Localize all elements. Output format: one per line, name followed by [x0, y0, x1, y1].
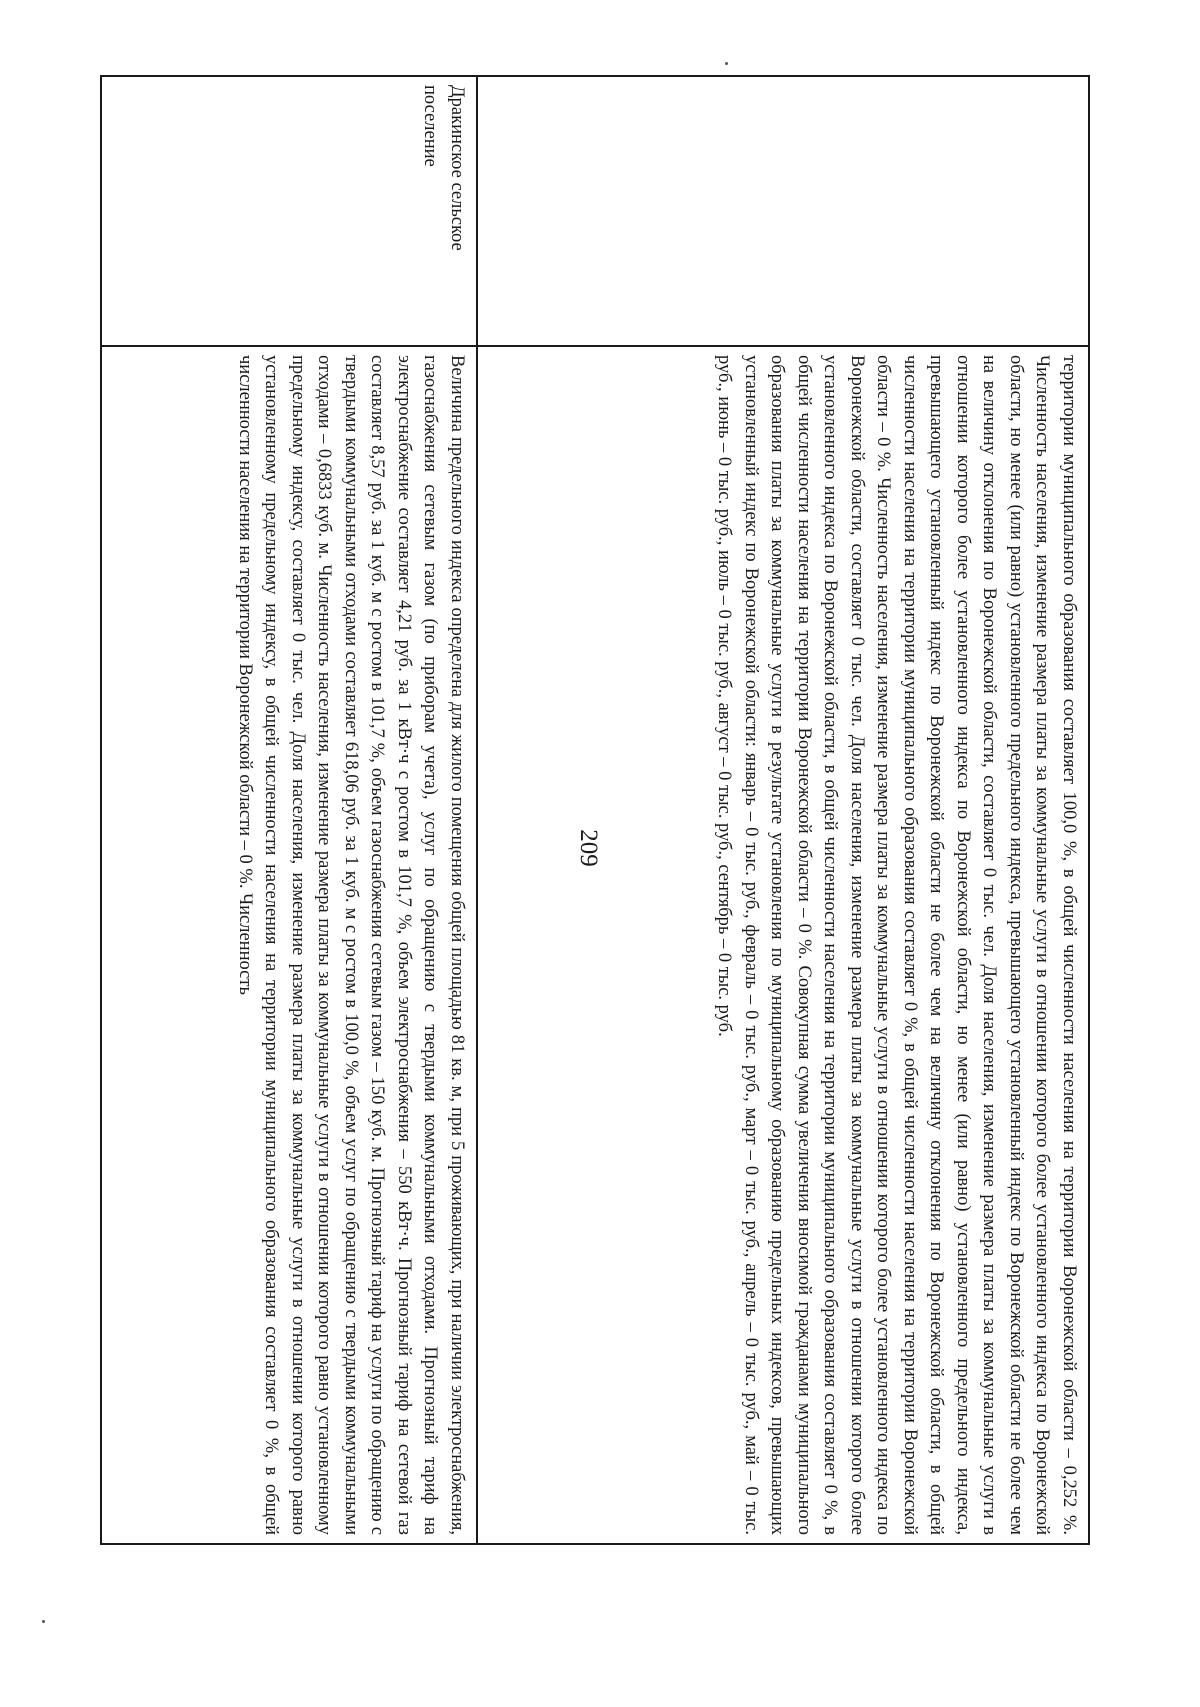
- table-row: [102, 77, 478, 1543]
- description-cell: территории муниципального образования составляет 100,0 %, в общей численности населения на территории Воронежской области – 0,252 %. Численность населения, изменение размера платы за коммунальные услуги в отношении которого более установленного индекса по Воронежской области, но менее (или равно) установленного предельного индекса, превышающего установленный индекс по Воронежской области не более чем на величину отклонения по Воронежской области, составляет 0 тыс. чел. Доля населения, изменение размера платы за коммунальные услуги в отношении которого более установленного индекса по Воронежской области, но менее (или равно) установленного предельного индекса, превышающего установленный индекс по Воронежской области не более чем на величину отклонения по Воронежской области, в общей численности населения на территории муниципального образования составляет 0 %, в общей численности населения на территории Воронежской области – 0 %. Численность населения, изменение размера платы за коммунальные услуги в отношении которого более установленного индекса по Воронежской области, составляет 0 тыс. чел. Доля населения, изменение размера платы за коммунальные услуги в отношении которого более установленного индекса по Воронежской области, в общей численности населения на территории муниципального образования составляет 0 %, в общей численности населения на территории Воронежской области – 0 %. Совокупная сумма увеличения вносимой гражданами муниципального образования платы за коммунальные услуги в результате установления по муниципальному образованию предельных индексов, превышающих установленный индекс по Воронежской области: январь – 0 тыс. руб., февраль – 0 тыс. руб., март – 0 тыс. руб., апрель – 0 тыс. руб., май – 0 тыс. руб., июнь – 0 тыс. руб., июль – 0 тыс. руб., август – 0 тыс. руб., сентябрь – 0 тыс. руб.: [714, 355, 1079, 1535]
- data-table: [100, 75, 1090, 1545]
- page-number: 209: [575, 829, 602, 867]
- description-cell: Величина предельного индекса определена для жилого помещения общей площадью 81 кв. м, при 5 проживающих, при наличии электроснабжения, газоснабжения сетевым газом (по приборам учета), услуг по обращению с твердыми коммунальными отходами. Прогнозный тариф на электроснабжение составляет 4,21 руб. за 1 кВт·ч с ростом в 101,7 %, объем электроснабжения – 550 кВт·ч. Прогнозный тариф на сетевой газ составляет 8,57 руб. за 1 куб. м с ростом в 101,7 %, объем газоснабжения сетевым газом – 150 куб. м. Прогнозный тариф на услуги по обращению с твердыми коммунальными отходами составляет 618,06 руб. за 1 куб. м с ростом в 100,0 %, объем услуг по обращению с твердыми коммунальными отходами – 0,6833 куб. м. Численность населения, изменение размера платы за коммунальные услуги в отношении которого равно установленному предельному индексу, составляет 0 тыс. чел. Доля населения, изменение размера платы за коммунальные услуги в отношении которого равно установленному предельному индексу, в общей численности населения на территории муниципального образования составляет 0 %, в общей численности населения на территории Воронежской области – 0 %. Численность: [235, 355, 467, 1535]
- scan-speck: [42, 1620, 45, 1623]
- municipality-name-cell: [478, 77, 1088, 347]
- rotated-table-frame: [100, 75, 1090, 1545]
- table-row: [478, 77, 1088, 1543]
- scan-speck: [725, 62, 728, 65]
- municipality-name-cell: Дракинское сельское поселение: [102, 77, 476, 347]
